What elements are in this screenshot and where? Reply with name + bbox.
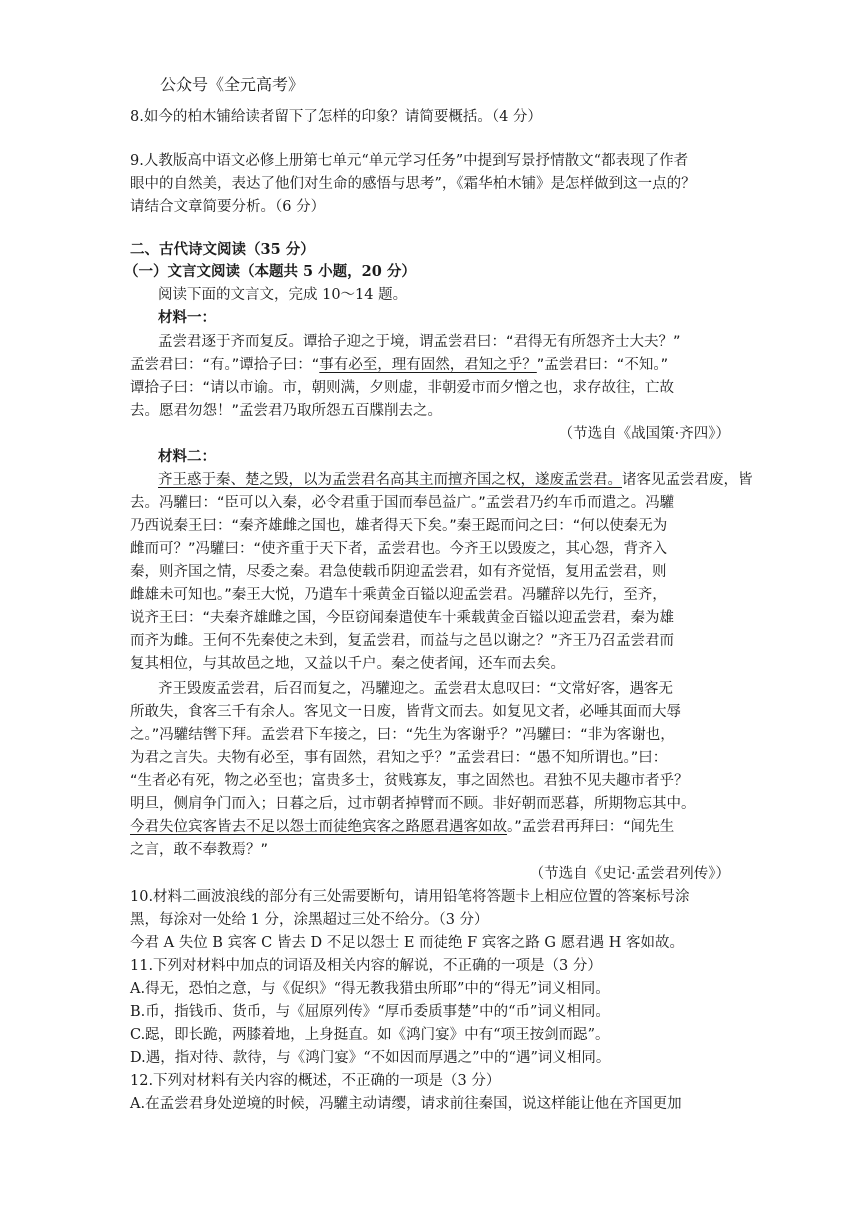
material-1-line-1: 孟尝君逐于齐而复反。谭拾子迎之于境，谓孟尝君曰：“君得无有所怨齐士大夫？” bbox=[158, 334, 681, 350]
question-11-stem: 11.下列对材料中加点的词语及相关内容的解说，不正确的一项是（3 分） bbox=[130, 958, 602, 974]
material-1-line-4: 去。愿君勿怨！”孟尝君乃取所怨五百牒削去之。 bbox=[130, 403, 443, 419]
material-2-line-1 bbox=[158, 470, 753, 490]
material-2-line-3: 乃西说秦王曰：“秦齐雄雌之国也，雄者得天下矣。”秦王跽而问之曰：“何以使秦无为 bbox=[130, 518, 668, 534]
question-12-option-a: A.在孟尝君身处逆境的时候，冯驩主动请缨，请求前往秦国，说这样能让他在齐国更加 bbox=[130, 1096, 682, 1112]
subsection-1-title: （一）文言文阅读（本题共 5 小题，20 分） bbox=[124, 263, 416, 280]
question-10-line-1: 10.材料二画波浪线的部分有三处需要断句，请用铅笔将答题卡上相应位置的答案标号涂 bbox=[130, 889, 690, 905]
underlined-sentence: 事有必至，理有固然，君知之乎？ bbox=[319, 357, 537, 373]
material-2-line-9: 复其相位，与其故邑之地，又益以千户。秦之使者闻，还车而去矣。 bbox=[130, 656, 565, 672]
question-9-line-2: 眼中的自然美，表达了他们对生命的感悟与思考”，《霜华柏木铺》是怎样做到这一点的？ bbox=[130, 176, 696, 192]
material-2-line-6: 雌雄未可知也。”秦王大悦，乃遣车十乘黄金百镒以迎孟尝君。冯驩辞以先行，至齐， bbox=[130, 587, 667, 603]
material-1-source: （节选自《战国策·齐四》） bbox=[558, 426, 730, 442]
material-2-source: （节选自《史记·孟尝君列传》） bbox=[529, 866, 730, 882]
material-2-para-2-line-7 bbox=[130, 817, 730, 837]
underlined-sentence: 齐王惑于秦、楚之毁，以为孟尝君名高其主而擅齐国之权，遂废孟尝君。 bbox=[158, 472, 622, 488]
text-span: ”孟尝君曰：“不知。” bbox=[536, 357, 669, 373]
material-2-line-4: 雌而可？”冯驩曰：“使齐重于天下者，孟尝君也。今齐王以毁废之，其心怨，背齐入 bbox=[130, 541, 668, 557]
reading-instruction: 阅读下面的文言文，完成 10～14 题。 bbox=[158, 287, 408, 303]
material-2-para-2-line-1: 齐王毁废孟尝君，后召而复之，冯驩迎之。孟尝君太息叹曰：“文常好客，遇客无 bbox=[158, 681, 674, 697]
question-8: 8.如今的柏木铺给读者留下了怎样的印象？请简要概括。（4 分） bbox=[130, 109, 542, 125]
material-1-title: 材料一： bbox=[158, 309, 216, 326]
section-2-title: 二、古代诗文阅读（35 分） bbox=[130, 241, 315, 258]
question-9-line-3: 请结合文章简要分析。（6 分） bbox=[130, 199, 326, 215]
material-1-line-2 bbox=[130, 355, 730, 375]
text-span: 。”孟尝君再拜曰：“闻先生 bbox=[507, 819, 675, 835]
question-9-line-1: 9.人教版高中语文必修上册第七单元“单元学习任务”中提到写景抒情散文“都表现了作者 bbox=[130, 153, 689, 169]
text-span: 诸客见孟尝君废，皆 bbox=[622, 472, 753, 488]
material-2-line-8: 而齐为雌。王何不先秦使之未到，复孟尝君，而益与之邑以谢之？”齐王乃召孟尝君而 bbox=[130, 633, 675, 649]
material-2-para-2-line-3: 之。”冯驩结辔下拜。孟尝君下车接之，曰：“先生为客谢乎？”冯驩曰：“非为客谢也， bbox=[130, 727, 675, 743]
question-11-option-b: B.币，指钱币、货币，与《屈原列传》“厚币委质事楚”中的“币”词义相同。 bbox=[130, 1004, 610, 1020]
question-11-option-a: A.得无，恐怕之意，与《促织》“得无教我猎虫所耶”中的“得无”词义相同。 bbox=[130, 981, 610, 997]
material-2-line-5: 秦，则齐国之情，尽委之秦。君急使载币阴迎孟尝君，如有齐觉悟，复用孟尝君，则 bbox=[130, 564, 667, 580]
material-2-para-2-line-8: 之言，敢不奉教焉？” bbox=[130, 842, 269, 858]
material-2-para-2-line-2: 所敢失，食客三千有余人。客见文一日废，皆背文而去。如复见文者，必唾其面而大辱 bbox=[130, 704, 681, 720]
question-11-option-d: D.遇，指对待、款待，与《鸿门宴》“不如因而厚遇之”中的“遇”词义相同。 bbox=[130, 1050, 611, 1066]
material-2-title: 材料二： bbox=[158, 448, 216, 465]
text-span: 孟尝君曰：“有。”谭拾子曰：“ bbox=[130, 357, 320, 373]
question-10-line-2: 黑，每涂对一处给 1 分，涂黑超过三处不给分。（3 分） bbox=[130, 912, 489, 928]
question-11-option-c: C.跽，即长跪，两膝着地，上身挺直。如《鸿门宴》中有“项王按剑而跽”。 bbox=[130, 1027, 610, 1043]
material-2-line-2: 去。冯驩曰：“臣可以入秦，必令君重于国而奉邑益广。”孟尝君乃约车币而遣之。冯驩 bbox=[130, 495, 675, 511]
material-2-line-7: 说齐王曰：“夫秦齐雄雌之国，今臣窃闻秦遣使车十乘载黄金百镒以迎孟尝君，秦为雄 bbox=[130, 610, 675, 626]
question-10-options: 今君 A 失位 B 宾客 C 皆去 D 不足以怨士 E 而徒绝 F 宾客之路 G 愿君遇 H 客如故。 bbox=[130, 935, 684, 951]
wavy-line-sentence: 今君失位宾客皆去不足以怨士而徒绝宾客之路愿君遇客如故 bbox=[130, 819, 507, 835]
header-watermark: 公众号《全元高考》 bbox=[160, 75, 305, 94]
material-2-para-2-line-5: “生者必有死，物之必至也；富贵多士，贫贱寡友，事之固然也。君独不见夫趣市者乎？ bbox=[130, 773, 689, 789]
material-2-para-2-line-4: 为君之言失。夫物有必至，事有固然，君知之乎？”孟尝君曰：“愚不知所谓也。”曰： bbox=[130, 750, 668, 766]
material-2-para-2-line-6: 明旦，侧肩争门而入；日暮之后，过市朝者掉臂而不顾。非好朝而恶暮，所期物忘其中。 bbox=[130, 796, 696, 812]
material-1-line-3: 谭拾子曰：“请以市谕。市，朝则满，夕则虚，非朝爱市而夕憎之也，求存故往，亡故 bbox=[130, 380, 675, 396]
question-12-stem: 12.下列对材料有关内容的概述，不正确的一项是（3 分） bbox=[130, 1073, 501, 1089]
